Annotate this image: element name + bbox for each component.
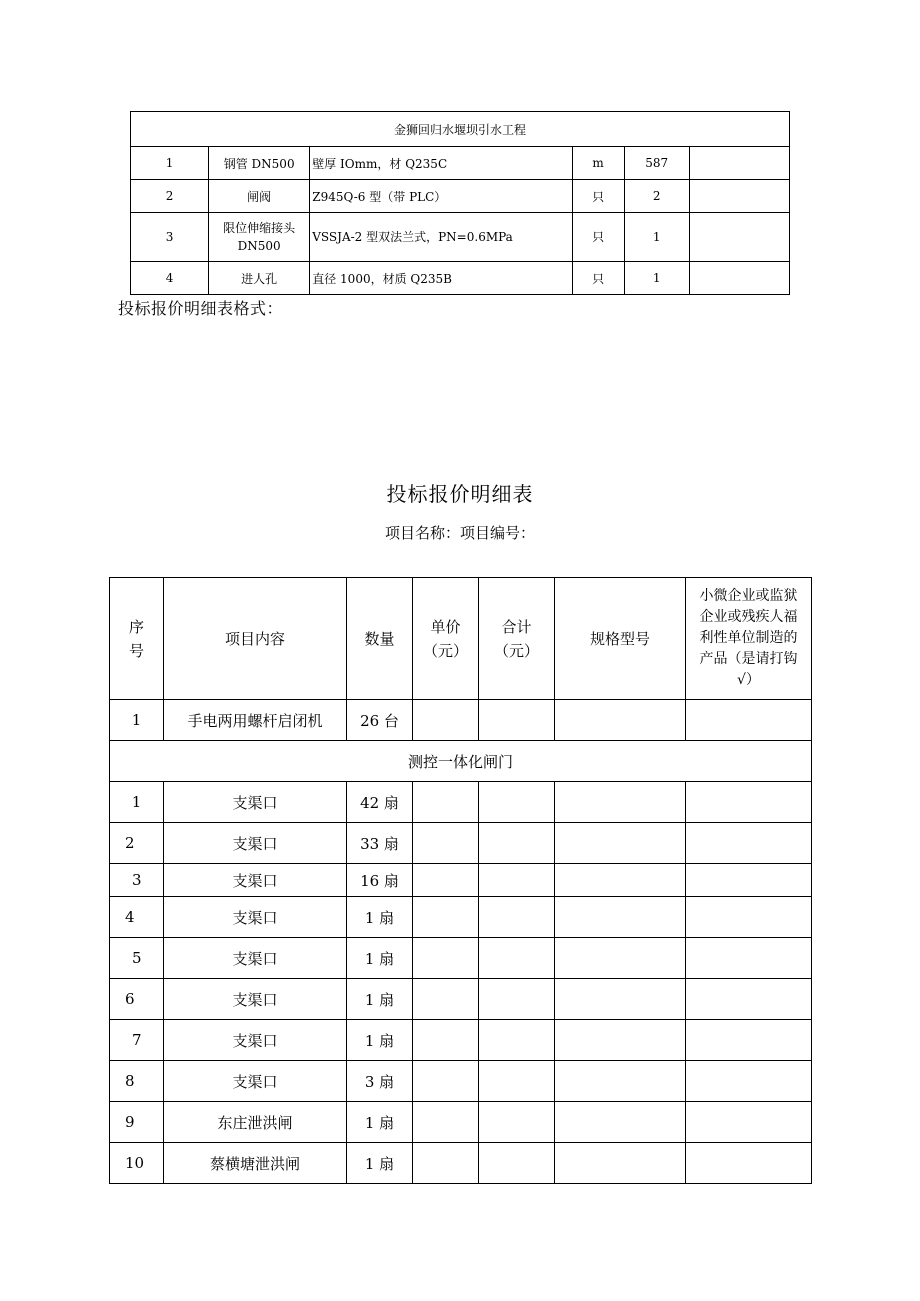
row-spec xyxy=(555,1143,686,1184)
item-spec: VSSJA-2 型双法兰式，PN=0.6MPa xyxy=(310,213,572,262)
row-number: 9 xyxy=(110,1102,164,1143)
row-number: 6 xyxy=(110,979,164,1020)
item-unit: 只 xyxy=(572,262,624,295)
header-sme-line5: √） xyxy=(737,672,760,688)
item-spec: 壁厚 IOmm，材 Q235C xyxy=(310,147,572,180)
row-content: 支渠口 xyxy=(164,1061,347,1102)
row-total xyxy=(479,782,555,823)
row-spec xyxy=(555,1102,686,1143)
item-unit: 只 xyxy=(572,180,624,213)
table-title: 金狮回归水堰坝引水工程 xyxy=(131,112,790,147)
item-name xyxy=(209,213,310,262)
row-number: 3 xyxy=(110,864,164,897)
row-unit-price xyxy=(413,1143,479,1184)
row-total xyxy=(479,938,555,979)
row-quantity: 1 扇 xyxy=(347,938,413,979)
row-quantity: 33 扇 xyxy=(347,823,413,864)
item-quantity: 1 xyxy=(624,262,689,295)
row-number: 3 xyxy=(131,213,209,262)
header-unit-price-line1: 单价 xyxy=(430,617,461,636)
row-quantity: 1 扇 xyxy=(347,1102,413,1143)
header-no-line1: 序 xyxy=(128,617,144,636)
header-no-line2: 号 xyxy=(128,641,144,660)
row-total xyxy=(479,1061,555,1102)
row-content: 手电两用螺杆启闭机 xyxy=(164,700,347,741)
table-row xyxy=(131,180,790,213)
row-unit-price xyxy=(413,864,479,897)
row-sme xyxy=(686,897,812,938)
row-unit-price xyxy=(413,1020,479,1061)
header-spec: 规格型号 xyxy=(555,578,686,700)
row-content: 支渠口 xyxy=(164,938,347,979)
item-unit: 只 xyxy=(572,213,624,262)
item-extra xyxy=(689,213,789,262)
intro-heading: 投标报价明细表格式： xyxy=(118,299,284,318)
row-total xyxy=(479,897,555,938)
row-sme xyxy=(686,1020,812,1061)
row-total xyxy=(479,864,555,897)
section-title: 测控一体化闸门 xyxy=(110,741,812,782)
row-unit-price xyxy=(413,782,479,823)
row-unit-price xyxy=(413,938,479,979)
header-total-line2: （元） xyxy=(493,641,539,660)
row-spec xyxy=(555,1061,686,1102)
row-number: 7 xyxy=(110,1020,164,1061)
header-content: 项目内容 xyxy=(164,578,347,700)
project-items-table xyxy=(130,111,790,295)
header-sme xyxy=(686,578,812,700)
header-sme-line2: 企业或残疾人福 xyxy=(699,609,798,625)
row-number: 5 xyxy=(110,938,164,979)
row-total xyxy=(479,1143,555,1184)
row-sme xyxy=(686,782,812,823)
row-total xyxy=(479,823,555,864)
header-unit-price xyxy=(413,578,479,700)
row-content: 支渠口 xyxy=(164,864,347,897)
row-number: 1 xyxy=(131,147,209,180)
table-row xyxy=(110,1143,812,1184)
row-content: 支渠口 xyxy=(164,782,347,823)
row-sme xyxy=(686,979,812,1020)
item-name: 进人孔 xyxy=(209,262,310,295)
row-spec xyxy=(555,1020,686,1061)
item-name-line1: 限位伸缩接头 xyxy=(223,221,296,235)
row-number: 10 xyxy=(110,1143,164,1184)
bid-price-table xyxy=(109,577,812,1184)
row-sme xyxy=(686,1061,812,1102)
row-spec xyxy=(555,897,686,938)
item-name: 闸阀 xyxy=(209,180,310,213)
table-row xyxy=(110,979,812,1020)
row-quantity: 42 扇 xyxy=(347,782,413,823)
row-unit-price xyxy=(413,700,479,741)
table-row xyxy=(131,262,790,295)
row-quantity: 1 扇 xyxy=(347,1020,413,1061)
table-row xyxy=(110,897,812,938)
row-number: 4 xyxy=(131,262,209,295)
row-sme xyxy=(686,823,812,864)
table-row xyxy=(110,864,812,897)
row-spec xyxy=(555,864,686,897)
row-number: 1 xyxy=(110,782,164,823)
row-content: 支渠口 xyxy=(164,1020,347,1061)
row-number: 4 xyxy=(110,897,164,938)
row-unit-price xyxy=(413,1061,479,1102)
row-sme xyxy=(686,700,812,741)
row-number: 2 xyxy=(110,823,164,864)
row-spec xyxy=(555,782,686,823)
page-title: 投标报价明细表 xyxy=(386,482,534,506)
row-content: 蔡横塘泄洪闸 xyxy=(164,1143,347,1184)
row-spec xyxy=(555,979,686,1020)
item-quantity: 2 xyxy=(624,180,689,213)
row-content: 东庄泄洪闸 xyxy=(164,1102,347,1143)
row-unit-price xyxy=(413,823,479,864)
item-name-line2: DN500 xyxy=(237,239,281,253)
table-title-row xyxy=(131,112,790,147)
table-row xyxy=(110,1061,812,1102)
item-spec: 直径 1000，材质 Q235B xyxy=(310,262,572,295)
header-quantity: 数量 xyxy=(347,578,413,700)
item-extra xyxy=(689,262,789,295)
item-extra xyxy=(689,147,789,180)
row-number: 8 xyxy=(110,1061,164,1102)
row-sme xyxy=(686,864,812,897)
row-content: 支渠口 xyxy=(164,897,347,938)
header-sme-line1: 小微企业或监狱 xyxy=(699,588,798,604)
row-content: 支渠口 xyxy=(164,823,347,864)
header-no xyxy=(110,578,164,700)
item-quantity: 1 xyxy=(624,213,689,262)
item-spec: Z945Q-6 型（带 PLC） xyxy=(310,180,572,213)
row-spec xyxy=(555,938,686,979)
header-total-line1: 合计 xyxy=(501,617,532,636)
item-name: 钢管 DN500 xyxy=(209,147,310,180)
row-sme xyxy=(686,1143,812,1184)
table-row xyxy=(131,213,790,262)
section-row xyxy=(110,741,812,782)
row-quantity: 1 扇 xyxy=(347,897,413,938)
header-sme-line4: 产品（是请打钩 xyxy=(699,651,798,667)
row-unit-price xyxy=(413,979,479,1020)
row-quantity: 1 扇 xyxy=(347,1143,413,1184)
header-total xyxy=(479,578,555,700)
row-quantity: 16 扇 xyxy=(347,864,413,897)
row-number: 2 xyxy=(131,180,209,213)
item-quantity: 587 xyxy=(624,147,689,180)
row-total xyxy=(479,1102,555,1143)
table-row xyxy=(110,823,812,864)
table-row xyxy=(110,938,812,979)
row-sme xyxy=(686,938,812,979)
row-total xyxy=(479,700,555,741)
row-spec xyxy=(555,823,686,864)
item-unit: m xyxy=(572,147,624,180)
table-row xyxy=(110,782,812,823)
row-total xyxy=(479,979,555,1020)
row-total xyxy=(479,1020,555,1061)
row-unit-price xyxy=(413,897,479,938)
row-sme xyxy=(686,1102,812,1143)
row-quantity: 3 扇 xyxy=(347,1061,413,1102)
row-spec xyxy=(555,700,686,741)
item-extra xyxy=(689,180,789,213)
row-quantity: 26 台 xyxy=(347,700,413,741)
row-number: 1 xyxy=(110,700,164,741)
table-row xyxy=(110,1020,812,1061)
header-sme-line3: 利性单位制造的 xyxy=(699,630,798,646)
row-unit-price xyxy=(413,1102,479,1143)
table-row xyxy=(110,1102,812,1143)
table-row xyxy=(110,700,812,741)
header-unit-price-line2: （元） xyxy=(422,641,468,660)
project-subtitle: 项目名称：项目编号： xyxy=(384,524,535,542)
header-row xyxy=(110,578,812,700)
table-row xyxy=(131,147,790,180)
row-quantity: 1 扇 xyxy=(347,979,413,1020)
row-content: 支渠口 xyxy=(164,979,347,1020)
